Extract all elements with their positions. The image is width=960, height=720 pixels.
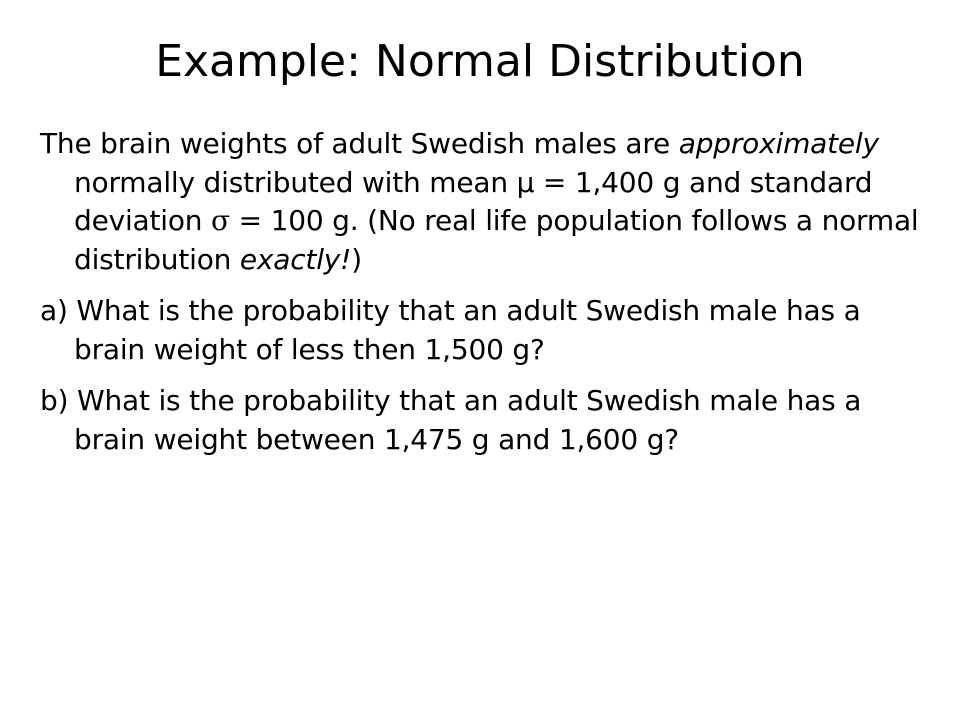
intro-emphasis-exactly: exactly! — [239, 242, 352, 276]
intro-text-3: = 100 g. (No real life population follows a normal distribution — [74, 204, 919, 276]
sigma-symbol: σ — [211, 204, 230, 237]
intro-text-2: normally distributed with mean μ = 1,400 g and standard deviation — [74, 165, 873, 237]
intro-emphasis-approximately: approximately — [678, 127, 879, 160]
intro-text-1: The brain weights of adult Swedish males are — [40, 127, 679, 160]
slide-title: Example: Normal Distribution — [155, 36, 805, 87]
question-b: b) What is the probability that an adult Swedish male has a brain weight between 1,475 g and 1,600 g? — [40, 384, 862, 456]
intro-text-4: ) — [351, 242, 362, 276]
slide-body — [40, 125, 930, 472]
question-a: a) What is the probability that an adult Swedish male has a brain weight of less then 1,500 g? — [40, 294, 861, 366]
intro-paragraph — [40, 125, 930, 279]
